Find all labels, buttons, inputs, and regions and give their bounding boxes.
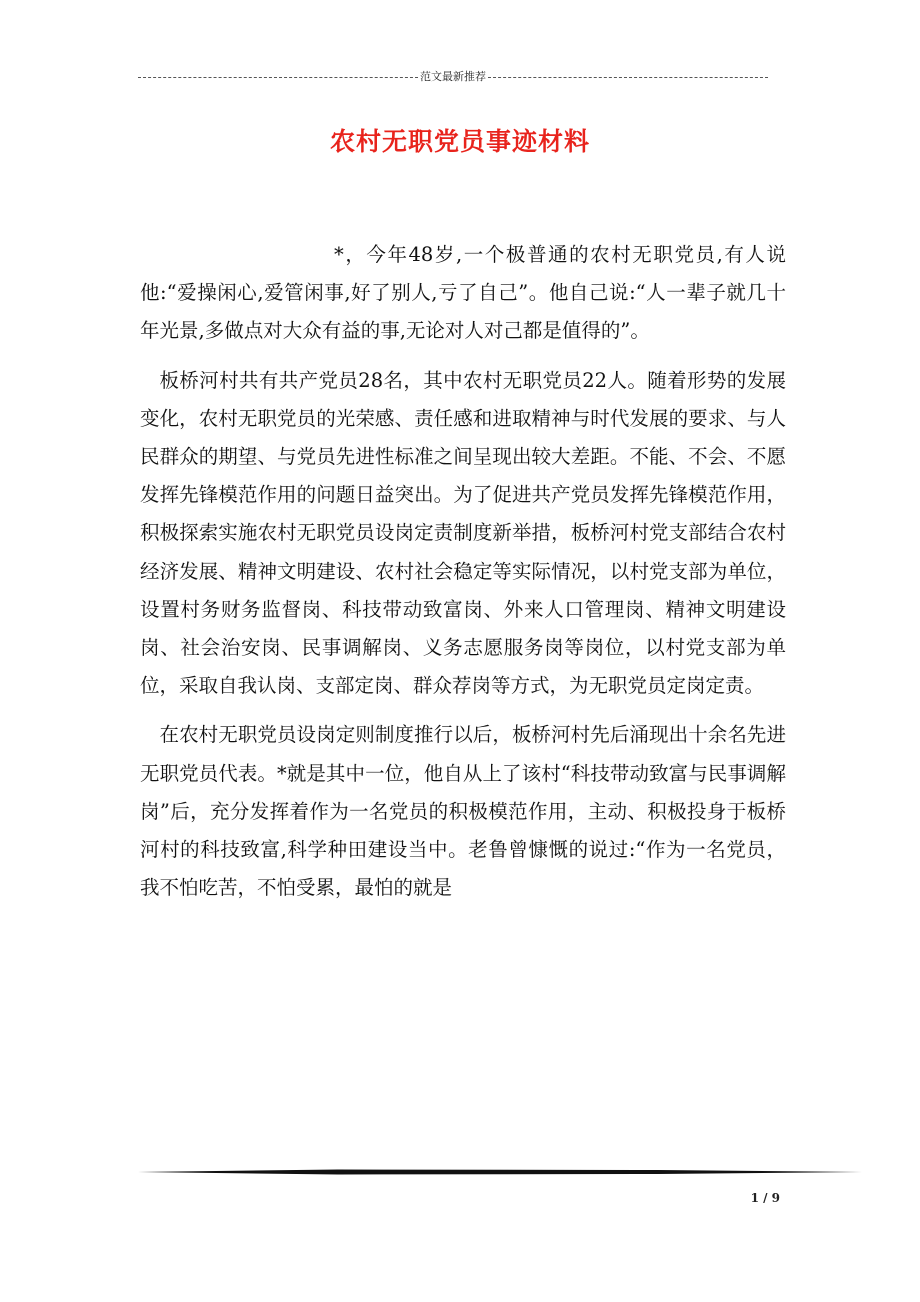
document-title: 农村无职党员事迹材料	[329, 127, 590, 156]
paragraph-1: *，今年48岁,一个极普通的农村无职党员,有人说他:“爱操闲心,爱管闲事,好了别人,亏了自己”。他自己说:“人一辈子就几十年光景,多做点对大众有益的事,无论对人对己都是值得的”。	[140, 243, 786, 343]
header-dash-right	[488, 77, 768, 78]
header-rule	[138, 69, 768, 85]
paragraph-2: 板桥河村共有共产党员28名，其中农村无职党员22人。随着形势的发展变化，农村无职党员的光荣感、责任感和进取精神与时代发展的要求、与人民群众的期望、与党员先进性标准之间呈现出较大差距。不能、不会、不愿发挥先锋模范作用的问题日益突出。为了促进共产党员发挥先锋模范作用，积极探索实施农村无职党员设岗定责制度新举措，板桥河村党支部结合农村经济发展、精神文明建设、农村社会稳定等实际情况，以村党支部为单位，设置村务财务监督岗、科技带动致富岗、外来人口管理岗、精神文明建设岗、社会治安岗、民事调解岗、义务志愿服务岗等岗位，以村党支部为单位，采取自我认岗、支部定岗、群众荐岗等方式，为无职党员定岗定责。	[140, 368, 786, 698]
header-label: 范文最新推荐	[420, 70, 486, 83]
header-dash-left	[138, 77, 418, 78]
paragraph-3: 在农村无职党员设岗定则制度推行以后，板桥河村先后涌现出十余名先进无职党员代表。*就是其中一位，他自从上了该村“科技带动致富与民事调解岗”后，充分发挥着作为一名党员的积极模范作用，主动、积极投身于板桥河村的科技致富,科学种田建设当中。老鲁曾慷慨的说过:“作为一名党员，我不怕吃苦，不怕受累，最怕的就是	[140, 723, 786, 900]
footer-rule	[138, 1166, 862, 1178]
document-body	[140, 236, 786, 918]
page-indicator: 1 / 9	[750, 1191, 780, 1205]
